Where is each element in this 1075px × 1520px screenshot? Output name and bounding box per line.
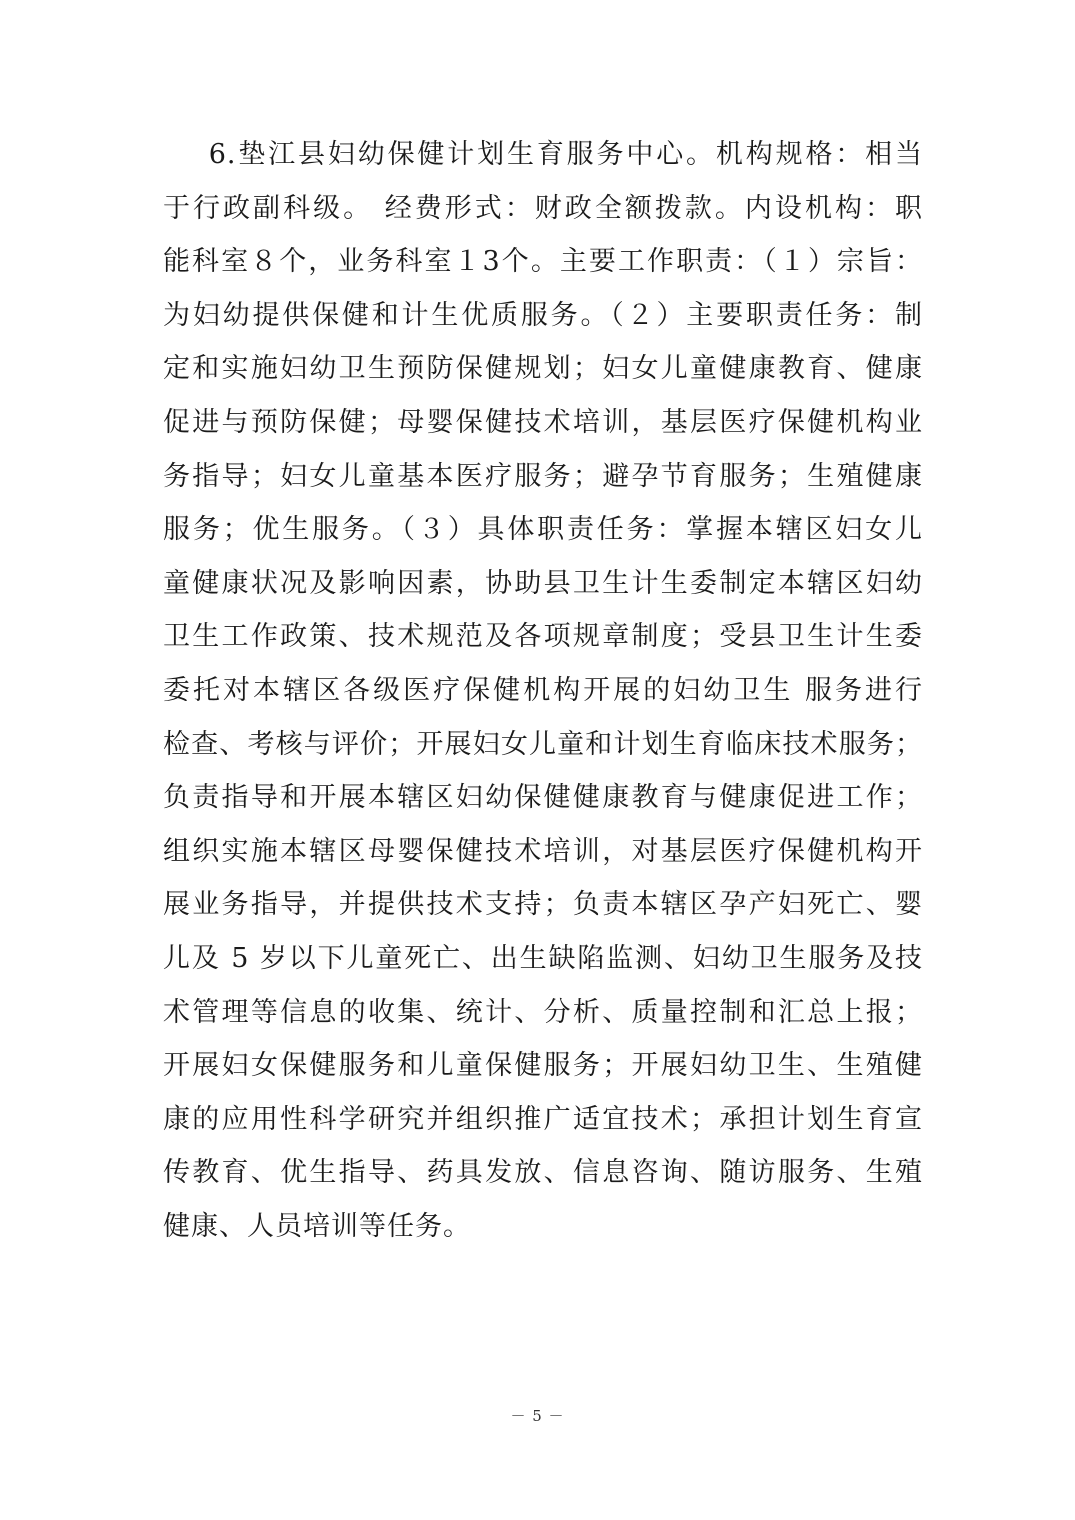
text-line: 卫生工作政策、技术规范及各项规章制度；受县卫生计生委 (163, 621, 923, 653)
text-line: 儿及 5 岁以下儿童死亡、出生缺陷监测、妇幼卫生服务及技 (163, 942, 923, 974)
text-line: 健康、人员培训等任务。 (163, 1210, 471, 1242)
text-line: 服务；优生服务。（３）具体职责任务：掌握本辖区妇女儿 (163, 514, 923, 546)
text-line: 定和实施妇幼卫生预防保健规划；妇女儿童健康教育、健康 (163, 353, 923, 385)
text-line: 传教育、优生指导、药具发放、信息咨询、随访服务、生殖 (163, 1157, 923, 1189)
text-line: 促进与预防保健；母婴保健技术培训，基层医疗保健机构业 (163, 406, 923, 438)
page-number: － 5 － (510, 1407, 565, 1425)
text-line: 检查、考核与评价；开展妇女儿童和计划生育临床技术服务； (163, 728, 923, 760)
text-line: 能科室８个，业务科室１3个。主要工作职责：（１）宗旨： (163, 246, 923, 278)
text-line: 展业务指导，并提供技术支持；负责本辖区孕产妇死亡、婴 (163, 889, 923, 921)
text-line: 康的应用性科学研究并组织推广适宜技术；承担计划生育宣 (163, 1103, 923, 1135)
text-line: 开展妇女保健服务和儿童保健服务；开展妇幼卫生、生殖健 (163, 1050, 923, 1082)
text-line: 于行政副科级。 经费形式：财政全额拨款。内设机构：职 (163, 192, 923, 224)
text-line: 委托对本辖区各级医疗保健机构开展的妇幼卫生 服务进行 (163, 674, 923, 706)
text-line: 组织实施本辖区母婴保健技术培训，对基层医疗保健机构开 (163, 835, 923, 867)
body-paragraph (163, 128, 923, 1253)
text-line: 童健康状况及影响因素，协助县卫生计生委制定本辖区妇幼 (163, 567, 923, 599)
text-line: 为妇幼提供保健和计生优质服务。（２）主要职责任务：制 (163, 299, 923, 331)
text-line: 术管理等信息的收集、统计、分析、质量控制和汇总上报； (163, 996, 923, 1028)
text-line: 务指导；妇女儿童基本医疗服务；避孕节育服务；生殖健康 (163, 460, 923, 492)
text-line: 6.垫江县妇幼保健计划生育服务中心。机构规格：相当 (163, 139, 923, 170)
text-line: 负责指导和开展本辖区妇幼保健健康教育与健康促进工作； (163, 782, 923, 814)
